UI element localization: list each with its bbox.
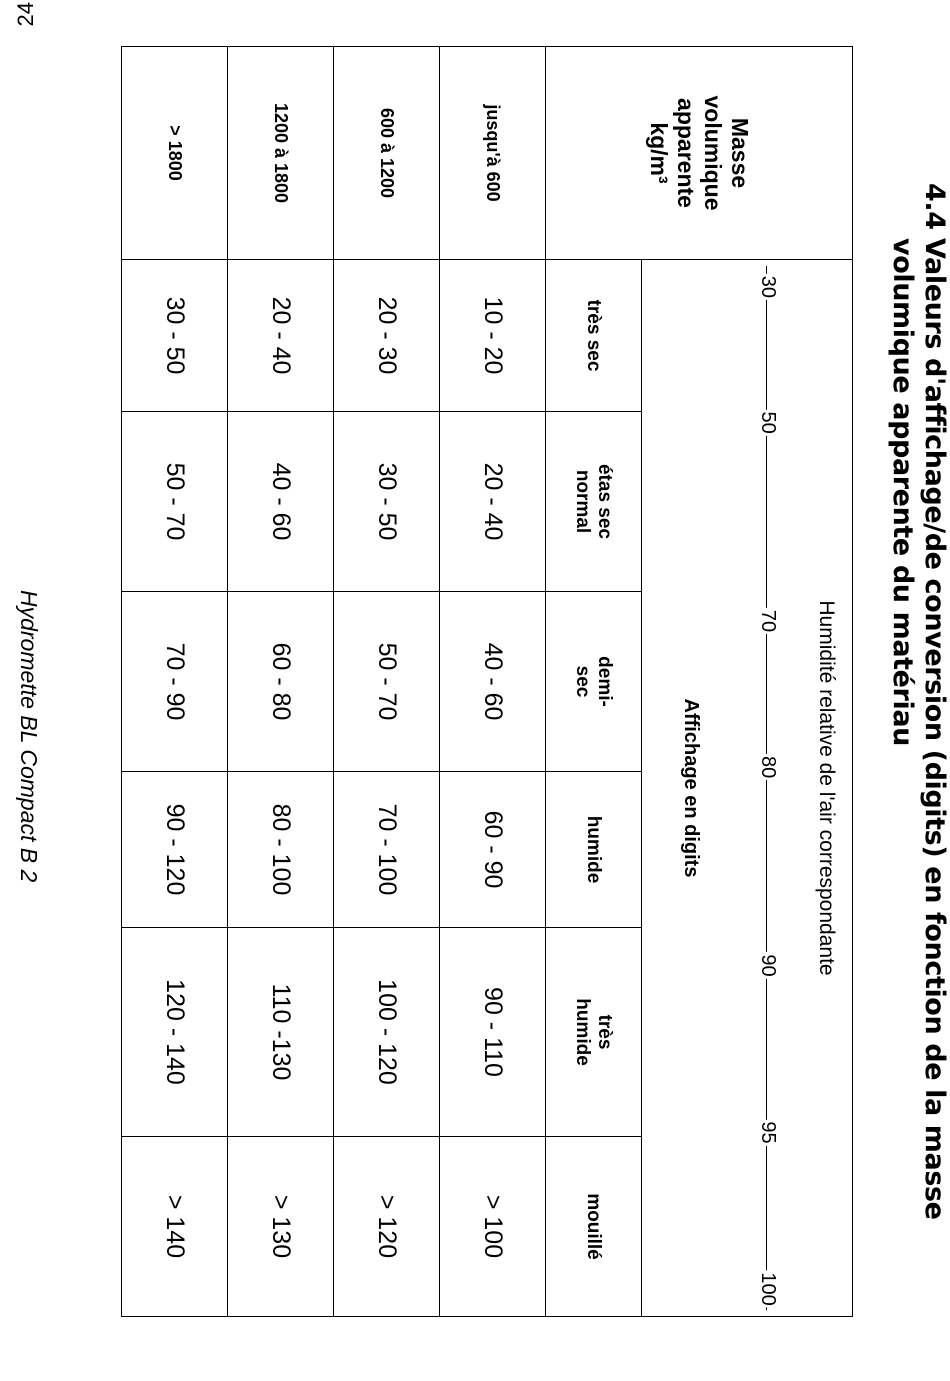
density-label: 600 à 1200 xyxy=(334,47,440,260)
digit-range: 60 - 80 xyxy=(228,592,334,772)
scale-tick: 100 xyxy=(757,1272,779,1306)
moisture-class-tres-humide xyxy=(546,928,642,1137)
digit-range: 70 - 100 xyxy=(334,772,440,928)
header-unit: kg/m³ xyxy=(646,122,672,184)
density-label: jusqu'à 600 xyxy=(440,47,546,260)
moisture-label-2: sec xyxy=(572,665,594,698)
affichage-title: Affichage en digits xyxy=(680,698,702,878)
digit-range: 50 - 70 xyxy=(122,412,228,592)
density-column-header xyxy=(546,47,853,260)
table-row xyxy=(122,47,228,1317)
density-label: > 1800 xyxy=(122,47,228,260)
title-line-2: volumique apparente du matériau xyxy=(887,238,918,746)
moisture-class-tres-sec xyxy=(546,260,642,412)
scale-tick: 30 xyxy=(757,275,779,298)
digit-range: 30 - 50 xyxy=(122,260,228,412)
digit-range: 120 - 140 xyxy=(122,928,228,1137)
digit-range: 10 - 20 xyxy=(440,260,546,412)
scale-tick: 90 xyxy=(757,954,779,977)
moisture-label: mouillé xyxy=(583,1193,605,1260)
section-title xyxy=(886,183,950,1220)
scale-tick: 50 xyxy=(757,411,779,434)
moisture-label: demi- xyxy=(594,656,616,707)
moisture-class-demi-sec xyxy=(546,592,642,772)
page-number: 24 xyxy=(13,2,38,27)
scale-tick: 95 xyxy=(757,1121,779,1144)
moisture-label-2: humide xyxy=(572,998,594,1066)
moisture-class-sec-normal xyxy=(546,412,642,592)
digit-range: 50 - 70 xyxy=(334,592,440,772)
moisture-label: humide xyxy=(583,815,605,884)
moisture-label-2: normal xyxy=(572,469,594,534)
scale-tick: 80 xyxy=(757,755,779,779)
digit-range: > 100 xyxy=(440,1137,546,1317)
table-row xyxy=(440,47,546,1317)
digit-range: > 120 xyxy=(334,1137,440,1317)
scale-tick: 70 xyxy=(757,609,779,633)
digit-range: 80 - 100 xyxy=(228,772,334,928)
header-line-1: Masse xyxy=(727,117,753,189)
table-row xyxy=(334,47,440,1317)
title-line-1: Valeurs d'affichage/de conversion (digits) en fonction de la masse xyxy=(919,238,950,1220)
table-row xyxy=(228,47,334,1317)
digit-range: 40 - 60 xyxy=(440,592,546,772)
moisture-label: étas sec xyxy=(594,463,616,539)
digit-range: > 130 xyxy=(228,1137,334,1317)
digit-range: 30 - 50 xyxy=(334,412,440,592)
digit-range: 20 - 40 xyxy=(228,260,334,412)
humidity-scale xyxy=(750,266,780,1310)
footer-product-name: Hydromette BL Compact B 2 xyxy=(16,590,42,883)
humidity-title: Humidité relative de l'air correspondante xyxy=(815,600,838,976)
moisture-label: très xyxy=(594,1014,616,1050)
digit-range: 110 -130 xyxy=(228,928,334,1137)
digit-range: 90 - 110 xyxy=(440,928,546,1137)
digit-range: > 140 xyxy=(122,1137,228,1317)
digit-range: 60 - 90 xyxy=(440,772,546,928)
digit-range: 20 - 40 xyxy=(440,412,546,592)
moisture-class-mouille xyxy=(546,1137,642,1317)
header-line-2: volumique xyxy=(700,95,726,211)
digit-range: 20 - 30 xyxy=(334,260,440,412)
digit-range: 90 - 120 xyxy=(122,772,228,928)
digit-range: 100 - 120 xyxy=(334,928,440,1137)
conversion-table xyxy=(121,46,853,1317)
digit-range: 40 - 60 xyxy=(228,412,334,592)
humidity-header-cell xyxy=(642,260,853,1317)
header-line-3: apparente xyxy=(673,98,699,208)
digit-range: 70 - 90 xyxy=(122,592,228,772)
moisture-class-humide xyxy=(546,772,642,928)
moisture-label: très sec xyxy=(583,299,605,372)
section-number: 4.4 xyxy=(919,183,950,230)
density-label: 1200 à 1800 xyxy=(228,47,334,260)
